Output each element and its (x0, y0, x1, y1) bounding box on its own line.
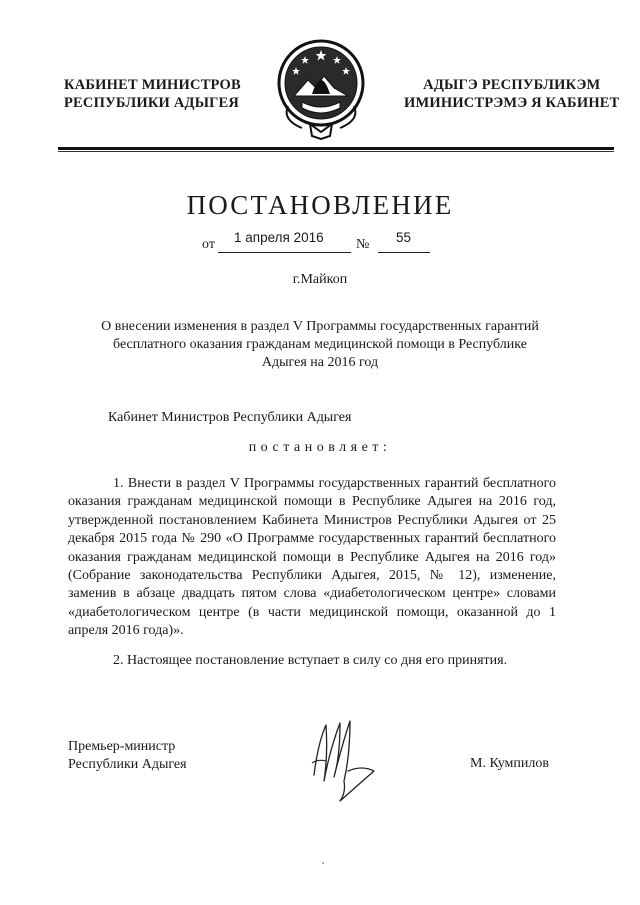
signatory-position (68, 738, 187, 774)
issuer-adyghe (404, 76, 620, 112)
number-underline (378, 252, 430, 253)
signatory-position-line2: Республики Адыгея (68, 757, 187, 772)
subject-line-3: Адыгея на 2016 год (261, 355, 379, 370)
issuer-russian-line1: КАБИНЕТ МИНИСТРОВ (64, 77, 241, 93)
document-number: 55 (396, 230, 412, 245)
header-divider-thick (58, 147, 614, 150)
date-prefix: от (202, 237, 215, 252)
issuer-russian-line2: РЕСПУБЛИКИ АДЫГЕЯ (64, 95, 240, 111)
subject-line-2: бесплатного оказания гражданам медицинской помощи в Республике (113, 337, 527, 352)
paragraph-2: 2. Настоящее постановление вступает в силу со дня его принятия. (113, 653, 508, 668)
issuer-russian (64, 76, 241, 112)
document-title: ПОСТАНОВЛЕНИЕ (186, 190, 454, 220)
handwritten-signature (300, 715, 390, 805)
issuer-adyghe-line2: ИМИНИСТРЭМЭ Я КАБИНЕТ (404, 95, 620, 111)
issuer-adyghe-line1: АДЫГЭ РЕСПУБЛИКЭМ (423, 77, 601, 93)
document-subject (60, 318, 580, 372)
document-date: 1 апреля 2016 (234, 230, 324, 245)
date-number-line (202, 230, 442, 260)
date-underline (218, 252, 351, 253)
signatory-position-line1: Премьер-министр (68, 739, 176, 754)
subject-line-1: О внесении изменения в раздел V Программы государственных гарантий (101, 319, 539, 334)
signatory-name: М. Кумпилов (470, 756, 549, 771)
paragraph-1: 1. Внести в раздел V Программы государственных гарантий бесплатного оказания гражданам медицинской помощи в Республике Адыгея на 2016 год, утвержденной постановлением Кабинета Министров Республики Адыгея от 25 декабря 2015 года № 290 «О Программе государственных гарантий бесплатного оказания гражданам медицинской помощи в Республике Адыгея на 2016 год» (Собрание законодательства Республики Адыгея, 2015, № 12), изменение, заменив в абзаце двадцать пятом слова «диабетологическом центре» словами «диабетологическом центре (в части медицинской помощи, оказанной до 1 апреля 2016 года)». (68, 476, 556, 639)
header-divider-thin (58, 151, 614, 152)
resolves-word: постановляет: (248, 440, 392, 455)
coat-of-arms-icon (272, 36, 370, 140)
number-prefix: № (356, 237, 370, 252)
scan-speck (322, 862, 324, 864)
issuing-body: Кабинет Министров Республики Адыгея (108, 410, 352, 425)
city: г.Майкоп (292, 272, 348, 287)
